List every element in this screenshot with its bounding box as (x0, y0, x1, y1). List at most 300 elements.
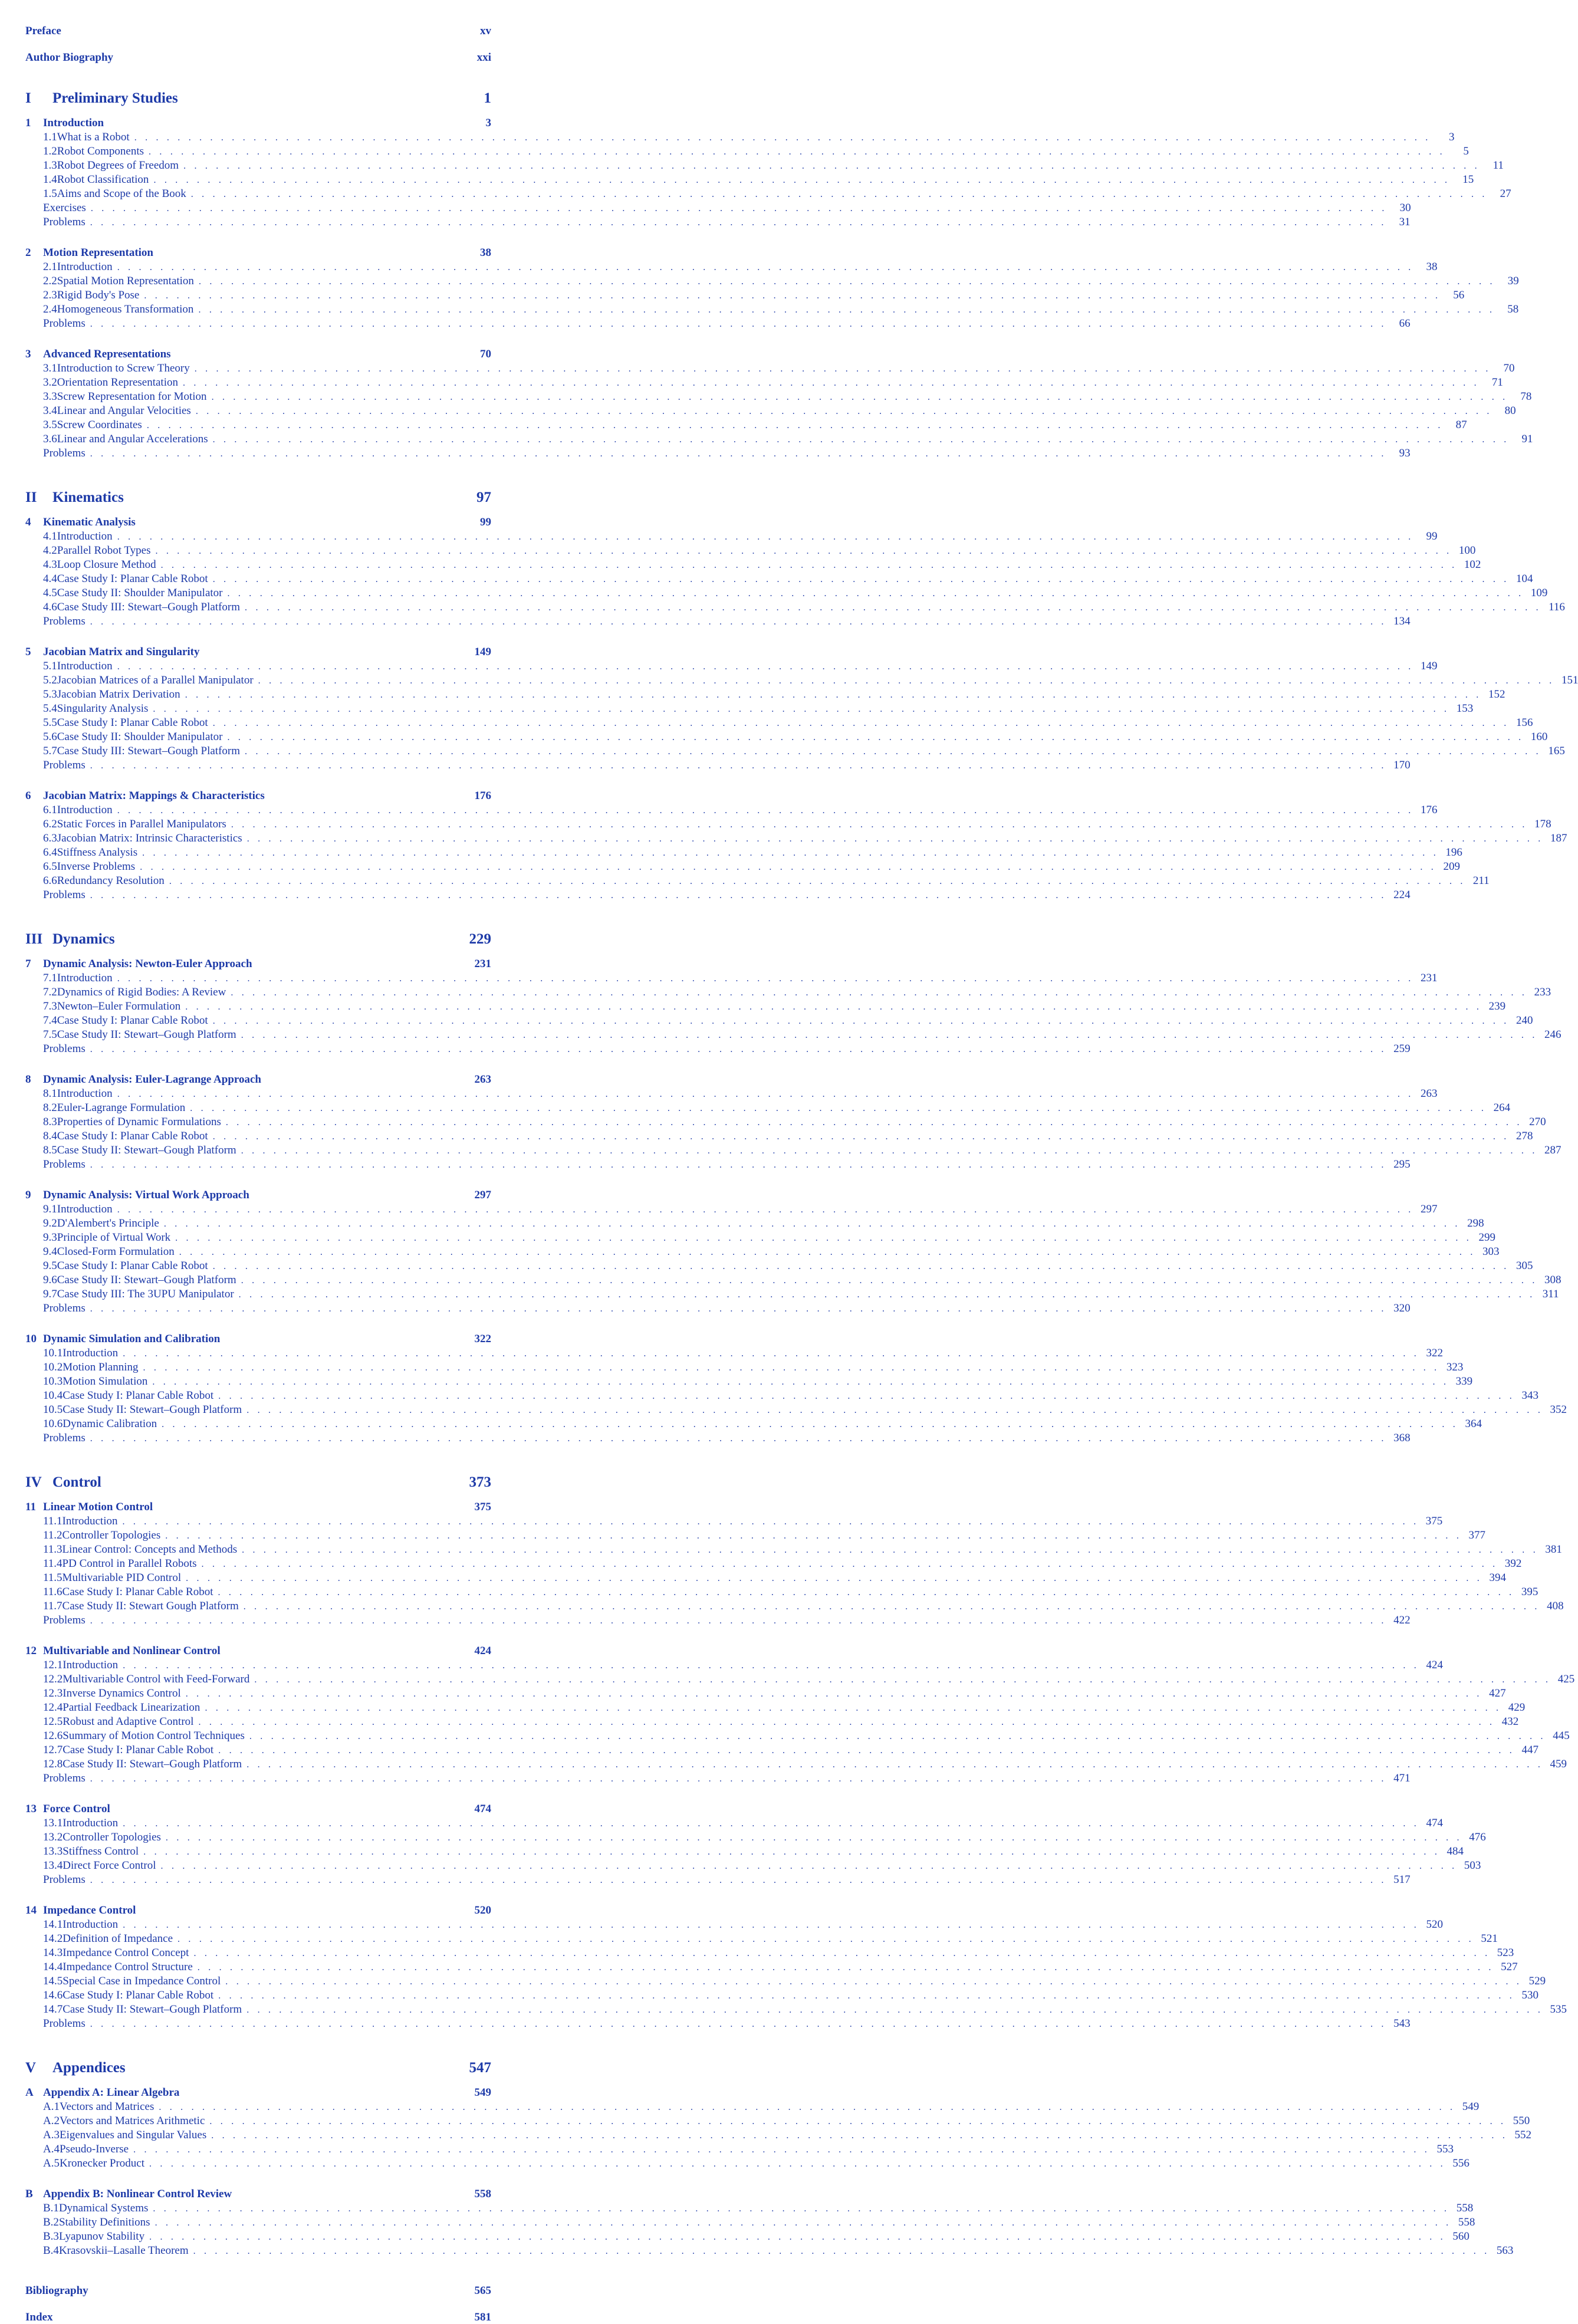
toc-chapter[interactable] (25, 1501, 491, 1514)
page-number: 224 (1393, 889, 1411, 901)
entry-number: 6.2 (43, 818, 57, 830)
toc-section[interactable] (25, 2157, 1469, 2170)
toc-section[interactable] (25, 1217, 1484, 1230)
page-number: 543 (1393, 2017, 1411, 2030)
page-number: 549 (474, 2086, 491, 2099)
page-number: 298 (1467, 1217, 1484, 1230)
toc-part[interactable] (25, 1474, 491, 1491)
page-number: 364 (1465, 1418, 1482, 1430)
toc-chapter[interactable] (25, 1189, 491, 1202)
entry-title: Principle of Virtual Work (57, 1231, 171, 1244)
entry-number: 11.6 (43, 1586, 63, 1598)
toc-section[interactable] (25, 660, 1438, 673)
dot-leader: . . . . . . . . . . . . . . . . . . . . . . . . . . . . . . . . . . . . . . . . . . . . . . . . . . . . . . . . . . . . . . . . . . . . . . . . . . . . . . . . . . . . . . . . . . . . . . . . . . . . . . . . . . . . . . . . . . . . . . . . (195, 406, 1492, 416)
entry-title: Linear and Angular Accelerations (57, 433, 208, 445)
toc-section[interactable] (25, 702, 1474, 715)
toc-section[interactable] (25, 2244, 1514, 2257)
toc-section[interactable] (25, 1014, 1533, 1027)
toc-section[interactable] (25, 1600, 1564, 1613)
page-number: 523 (1497, 1947, 1514, 1959)
dot-leader: . . . . . . . . . . . . . . . . . . . . . . . . . . . . . . . . . . . . . . . . . . . . . . . . . . . . . . . . . . . . . . . . . . . . . . . . . . . . . . . . . . . . . . . . . . . . . . . . . . . . . . . . . . . . . . . . . . . . . . . . (169, 876, 1466, 886)
dot-leader: . . . . . . . . . . . . . . . . . . . . . . . . . . . . . . . . . . . . . . . . . . . . . . . . . . . . . . . . . . . . . . . . . . . . . . . . . . . . . . . . . . . . . . . . . . . . . . . . . . . . . . . . . . . . . . . . . . . . . . . . (123, 1819, 1419, 1829)
page-number: 30 (1399, 202, 1411, 214)
toc-section[interactable] (25, 1557, 1522, 1570)
toc-section[interactable] (25, 1730, 1570, 1743)
toc-section[interactable] (25, 303, 1519, 316)
entry-number: 14.5 (43, 1975, 63, 1987)
toc-section[interactable] (25, 860, 1461, 873)
dot-leader: . . . . . . . . . . . . . . . . . . . . . . . . . . . . . . . . . . . . . . . . . . . . . . . . . . . . . . . . . . . . . . . . . . . . . . . . . . . . . . . . . . . . . . . . . . . . . . . . . . . . . . . . . . . . . . . . . . . . . . . . (90, 203, 1388, 213)
toc-chapter[interactable] (25, 1645, 491, 1658)
dot-leader: . . . . . . . . . . . . . . . . . . . . . . . . . . . . . . . . . . . . . . . . . . . . . . . . . . . . . . . . . . . . . . . . . . . . . . . . . . . . . . . . . . . . . . . . . . . . . . . . . . . . . . . . . . . . . . . . . . . . . . . . (212, 1132, 1510, 1142)
page-number: 520 (1426, 1918, 1443, 1931)
toc-chapter[interactable] (25, 516, 491, 529)
page-number: 87 (1455, 419, 1467, 431)
toc-section[interactable] (25, 275, 1519, 288)
page-number: 5 (1463, 145, 1469, 157)
toc-part[interactable] (25, 90, 491, 107)
page-number: 560 (1452, 2230, 1469, 2243)
toc-section[interactable] (25, 1203, 1438, 1216)
toc-end-matter[interactable] (25, 1772, 1411, 1785)
page-number: xv (480, 25, 491, 37)
toc-entry[interactable] (25, 25, 491, 38)
entry-number: 4.1 (43, 530, 57, 543)
dot-leader: . . . . . . . . . . . . . . . . . . . . . . . . . . . . . . . . . . . . . . . . . . . . . . . . . . . . . . . . . . . . . . . . . . . . . . . . . . . . . . . . . . . . . . . . . . . . . . . . . . . . . . . . . . . . . . . . . . . . . . . . (231, 820, 1528, 830)
entry-number: 14.7 (43, 2003, 63, 2016)
entry-number: 13.1 (43, 1817, 63, 1829)
page-number: 424 (1426, 1659, 1443, 1671)
dot-leader: . . . . . . . . . . . . . . . . . . . . . . . . . . . . . . . . . . . . . . . . . . . . . . . . . . . . . . . . . . . . . . . . . . . . . . . . . . . . . . . . . . . . . . . . . . . . . . . . . . . . . . . . . . . . . . . . . . . . . . . . (143, 1847, 1441, 1857)
toc-section[interactable] (25, 2129, 1532, 2142)
entry-number: 2.2 (43, 275, 57, 287)
toc-section[interactable] (25, 362, 1515, 375)
page-number: 38 (480, 246, 491, 259)
toc-section[interactable] (25, 1845, 1464, 1858)
entry-title: Case Study I: Planar Cable Robot (57, 1014, 208, 1027)
entry-title: Partial Feedback Linearization (63, 1701, 200, 1714)
entry-title: Dynamical Systems (58, 2202, 149, 2214)
entry-title: Case Study I: Planar Cable Robot (57, 716, 208, 729)
page-number: 66 (1399, 317, 1411, 330)
entry-title: Homogeneous Transformation (57, 303, 194, 315)
toc-section[interactable] (25, 1961, 1518, 1974)
dot-leader: . . . . . . . . . . . . . . . . . . . . . . . . . . . . . . . . . . . . . . . . . . . . . . . . . . . . . . . . . . . . . . . . . . . . . . . . . . . . . . . . . . . . . . . . . . . . . . . . . . . . . . . . . . . . . . . . . . . . . . . . (190, 189, 1488, 199)
page-number: 520 (474, 1904, 491, 1917)
entry-title: Inverse Problems (57, 860, 136, 873)
entry-title: Orientation Representation (57, 376, 178, 389)
toc-chapter[interactable] (25, 646, 491, 659)
toc-section[interactable] (25, 1130, 1533, 1143)
toc-section[interactable] (25, 2230, 1469, 2243)
dot-leader: . . . . . . . . . . . . . . . . . . . . . . . . . . . . . . . . . . . . . . . . . . . . . . . . . . . . . . . . . . . . . . . . . . . . . . . . . . . . . . . . . . . . . . . . . . . . . . . . . . . . . . . . . . . . . . . . . . . . . . . . (154, 2218, 1452, 2228)
entry-title: Introduction (63, 1659, 119, 1671)
page-number: 395 (1521, 1586, 1538, 1598)
toc-section[interactable] (25, 832, 1567, 845)
toc-section[interactable] (25, 1932, 1498, 1945)
toc-section[interactable] (25, 159, 1504, 172)
page-number: 459 (1550, 1758, 1567, 1770)
toc-end-matter[interactable] (25, 759, 1411, 772)
toc-section[interactable] (25, 1389, 1539, 1402)
toc-end-matter[interactable] (25, 1614, 1411, 1627)
dot-leader: . . . . . . . . . . . . . . . . . . . . . . . . . . . . . . . . . . . . . . . . . . . . . . . . . . . . . . . . . . . . . . . . . . . . . . . . . . . . . . . . . . . . . . . . . . . . . . . . . . . . . . . . . . . . . . . . . . . . . . . . (194, 364, 1491, 374)
toc-section[interactable] (25, 1102, 1511, 1115)
page-number: 1 (484, 90, 491, 106)
toc-chapter[interactable] (25, 1803, 491, 1816)
entry-number: 11.7 (43, 1600, 63, 1612)
toc-section[interactable] (25, 1245, 1500, 1258)
dot-leader: . . . . . . . . . . . . . . . . . . . . . . . . . . . . . . . . . . . . . . . . . . . . . . . . . . . . . . . . . . . . . . . . . . . . . . . . . . . . . . . . . . . . . . . . . . . . . . . . . . . . . . . . . . . . . . . . . . . . . . . . (90, 1304, 1387, 1314)
toc-section[interactable] (25, 1831, 1486, 1844)
dot-leader: . . . . . . . . . . . . . . . . . . . . . . . . . . . . . . . . . . . . . . . . . . . . . . . . . . . . . . . . . . . . . . . . . . . . . . . . . . . . . . . . . . . . . . . . . . . . . . . . . . . . . . . . . . . . . . . . . . . . . . . . (153, 704, 1450, 714)
entry-title: Author Biography (25, 51, 114, 64)
page-number: 156 (1516, 716, 1533, 729)
toc-entry[interactable] (25, 2311, 491, 2324)
toc-section[interactable] (25, 1543, 1562, 1556)
toc-section[interactable] (25, 1403, 1567, 1416)
dot-leader: . . . . . . . . . . . . . . . . . . . . . . . . . . . . . . . . . . . . . . . . . . . . . . . . . . . . . . . . . . . . . . . . . . . . . . . . . . . . . . . . . . . . . . . . . . . . . . . . . . . . . . . . . . . . . . . . . . . . . . . . (211, 2131, 1508, 2141)
toc-section[interactable] (25, 1361, 1464, 1374)
entry-number: 3.6 (43, 433, 57, 445)
entry-title: Redundancy Resolution (57, 875, 165, 887)
toc-section[interactable] (25, 289, 1465, 302)
toc-part[interactable] (25, 2060, 491, 2076)
toc-chapter[interactable] (25, 2188, 491, 2201)
toc-section[interactable] (25, 972, 1438, 985)
entry-number: 9.6 (43, 1274, 57, 1286)
entry-title: Multivariable PID Control (62, 1572, 182, 1584)
entry-title: Case Study II: Stewart–Gough Platform (63, 1758, 242, 1770)
dot-leader: . . . . . . . . . . . . . . . . . . . . . . . . . . . . . . . . . . . . . . . . . . . . . . . . . . . . . . . . . . . . . . . . . . . . . . . . . . . . . . . . . . . . . . . . . . . . . . . . . . . . . . . . . . . . . . . . . . . . . . . . (160, 560, 1458, 570)
dot-leader: . . . . . . . . . . . . . . . . . . . . . . . . . . . . . . . . . . . . . . . . . . . . . . . . . . . . . . . . . . . . . . . . . . . . . . . . . . . . . . . . . . . . . . . . . . . . . . . . . . . . . . . . . . . . . . . . . . . . . . . . (142, 848, 1439, 858)
entry-title: Preliminary Studies (52, 90, 178, 106)
entry-title: Exercises (43, 202, 86, 214)
dot-leader: . . . . . . . . . . . . . . . . . . . . . . . . . . . . . . . . . . . . . . . . . . . . . . . . . . . . . . . . . . . . . . . . . . . . . . . . . . . . . . . . . . . . . . . . . . . . . . . . . . . . . . . . . . . . . . . . . . . . . . . . (117, 806, 1414, 816)
dot-leader: . . . . . . . . . . . . . . . . . . . . . . . . . . . . . . . . . . . . . . . . . . . . . . . . . . . . . . . . . . . . . . . . . . . . . . . . . . . . . . . . . . . . . . . . . . . . . . . . . . . . . . . . . . . . . . . . . . . . . . . . (153, 2204, 1450, 2214)
entry-number: A.4 (43, 2143, 60, 2155)
entry-title: Singularity Analysis (57, 702, 149, 715)
toc-section[interactable] (25, 1347, 1443, 1360)
toc-section[interactable] (25, 1000, 1506, 1013)
entry-title: Introduction (63, 1918, 119, 1931)
toc-section[interactable] (25, 1859, 1481, 1872)
entry-title: Introduction (57, 261, 113, 273)
toc-section[interactable] (25, 390, 1532, 403)
toc-section[interactable] (25, 558, 1481, 571)
page-number: 176 (474, 790, 491, 802)
dot-leader: . . . . . . . . . . . . . . . . . . . . . . . . . . . . . . . . . . . . . . . . . . . . . . . . . . . . . . . . . . . . . . . . . . . . . . . . . . . . . . . . . . . . . . . . . . . . . . . . . . . . . . . . . . . . . . . . . . . . . . . . (245, 603, 1541, 613)
toc-chapter[interactable] (25, 958, 491, 971)
page-number: 263 (1421, 1087, 1438, 1100)
toc-section[interactable] (25, 1975, 1546, 1988)
toc-end-matter[interactable] (25, 317, 1411, 330)
page-number: 375 (1425, 1515, 1443, 1527)
toc-section[interactable] (25, 433, 1533, 446)
entry-title: Vectors and Matrices (59, 2101, 154, 2113)
dot-leader: . . . . . . . . . . . . . . . . . . . . . . . . . . . . . . . . . . . . . . . . . . . . . . . . . . . . . . . . . . . . . . . . . . . . . . . . . . . . . . . . . . . . . . . . . . . . . . . . . . . . . . . . . . . . . . . . . . . . . . . . (90, 1044, 1387, 1054)
toc-end-matter[interactable] (25, 1432, 1411, 1445)
toc-section[interactable] (25, 2101, 1480, 2113)
toc-section[interactable] (25, 1715, 1519, 1728)
toc-section[interactable] (25, 1529, 1486, 1542)
dot-leader: . . . . . . . . . . . . . . . . . . . . . . . . . . . . . . . . . . . . . . . . . . . . . . . . . . . . . . . . . . . . . . . . . . . . . . . . . . . . . . . . . . . . . . . . . . . . . . . . . . . . . . . . . . . . . . . . . . . . . . . . (160, 1861, 1458, 1871)
entry-title: Problems (43, 1043, 86, 1055)
entry-number: 9.7 (43, 1288, 57, 1300)
page-number: 231 (474, 958, 491, 970)
entry-number: 3.2 (43, 376, 57, 389)
toc-section[interactable] (25, 986, 1551, 999)
page-number: 264 (1493, 1102, 1511, 1114)
entry-number: 8.3 (43, 1116, 57, 1128)
entry-title: Multivariable and Nonlinear Control (43, 1645, 221, 1657)
toc-section[interactable] (25, 1918, 1443, 1931)
dot-leader: . . . . . . . . . . . . . . . . . . . . . . . . . . . . . . . . . . . . . . . . . . . . . . . . . . . . . . . . . . . . . . . . . . . . . . . . . . . . . . . . . . . . . . . . . . . . . . . . . . . . . . . . . . . . . . . . . . . . . . . . (186, 1573, 1482, 1583)
toc-section[interactable] (25, 1288, 1559, 1301)
entry-number: 12.4 (43, 1701, 63, 1714)
entry-title: Case Study II: Shoulder Manipulator (57, 587, 223, 599)
page-number: 552 (1514, 2129, 1532, 2141)
toc-end-matter[interactable] (25, 615, 1411, 628)
toc-section[interactable] (25, 2216, 1475, 2229)
toc-section[interactable] (25, 2115, 1530, 2128)
toc-section[interactable] (25, 145, 1469, 158)
entry-number: 4.5 (43, 587, 57, 599)
dot-leader: . . . . . . . . . . . . . . . . . . . . . . . . . . . . . . . . . . . . . . . . . . . . . . . . . . . . . . . . . . . . . . . . . . . . . . . . . . . . . . . . . . . . . . . . . . . . . . . . . . . . . . . . . . . . . . . . . . . . . . . . (198, 1717, 1495, 1727)
entry-number: 14 (25, 1904, 37, 1917)
toc-section[interactable] (25, 1659, 1443, 1672)
dot-leader: . . . . . . . . . . . . . . . . . . . . . . . . . . . . . . . . . . . . . . . . . . . . . . . . . . . . . . . . . . . . . . . . . . . . . . . . . . . . . . . . . . . . . . . . . . . . . . . . . . . . . . . . . . . . . . . . . . . . . . . . (227, 589, 1524, 599)
toc-end-matter[interactable] (25, 1302, 1411, 1315)
entry-title: Introduction to Screw Theory (57, 362, 190, 374)
toc-section[interactable] (25, 674, 1578, 687)
toc-section[interactable] (25, 1744, 1539, 1757)
toc-end-matter[interactable] (25, 1158, 1411, 1171)
page-number: 209 (1443, 860, 1461, 873)
page-number: 322 (1426, 1347, 1443, 1359)
toc-chapter[interactable] (25, 1333, 491, 1346)
toc-chapter[interactable] (25, 790, 491, 803)
entry-title: Control (52, 1474, 101, 1490)
entry-number: 9.5 (43, 1260, 57, 1272)
toc-section[interactable] (25, 1572, 1506, 1585)
dot-leader: . . . . . . . . . . . . . . . . . . . . . . . . . . . . . . . . . . . . . . . . . . . . . . . . . . . . . . . . . . . . . . . . . . . . . . . . . . . . . . . . . . . . . . . . . . . . . . . . . . . . . . . . . . . . . . . . . . . . . . . . (149, 2232, 1446, 2242)
toc-section[interactable] (25, 1116, 1546, 1129)
entry-title: Special Case in Impedance Control (63, 1975, 221, 1987)
page-number: 308 (1544, 1274, 1561, 1286)
dot-leader: . . . . . . . . . . . . . . . . . . . . . . . . . . . . . . . . . . . . . . . . . . . . . . . . . . . . . . . . . . . . . . . . . . . . . . . . . . . . . . . . . . . . . . . . . . . . . . . . . . . . . . . . . . . . . . . . . . . . . . . . (246, 2005, 1544, 2015)
dot-leader: . . . . . . . . . . . . . . . . . . . . . . . . . . . . . . . . . . . . . . . . . . . . . . . . . . . . . . . . . . . . . . . . . . . . . . . . . . . . . . . . . . . . . . . . . . . . . . . . . . . . . . . . . . . . . . . . . . . . . . . . (159, 2102, 1456, 2112)
entry-title: Case Study II: Stewart–Gough Platform (57, 1144, 236, 1156)
toc-section[interactable] (25, 2003, 1567, 2016)
toc-section[interactable] (25, 188, 1511, 200)
page-number: 240 (1516, 1014, 1533, 1027)
toc-section[interactable] (25, 846, 1462, 859)
toc-section[interactable] (25, 804, 1438, 817)
dot-leader: . . . . . . . . . . . . . . . . . . . . . . . . . . . . . . . . . . . . . . . . . . . . . . . . . . . . . . . . . . . . . . . . . . . . . . . . . . . . . . . . . . . . . . . . . . . . . . . . . . . . . . . . . . . . . . . . . . . . . . . . (225, 1977, 1523, 1987)
toc-end-matter[interactable] (25, 202, 1411, 215)
toc-part[interactable] (25, 931, 491, 948)
entry-number: A.5 (43, 2157, 60, 2169)
dot-leader: . . . . . . . . . . . . . . . . . . . . . . . . . . . . . . . . . . . . . . . . . . . . . . . . . . . . . . . . . . . . . . . . . . . . . . . . . . . . . . . . . . . . . . . . . . . . . . . . . . . . . . . . . . . . . . . . . . . . . . . . (209, 2116, 1507, 2126)
toc-section[interactable] (25, 376, 1503, 389)
toc-section[interactable] (25, 601, 1565, 614)
toc-section[interactable] (25, 1817, 1443, 1830)
toc-section[interactable] (25, 818, 1551, 831)
page-number: 322 (474, 1333, 491, 1345)
entry-title: Static Forces in Parallel Manipulators (57, 818, 226, 830)
toc-section[interactable] (25, 1418, 1482, 1431)
toc-section[interactable] (25, 173, 1474, 186)
toc-end-matter[interactable] (25, 216, 1411, 229)
entry-number: 14.2 (43, 1932, 63, 1945)
toc-end-matter[interactable] (25, 1043, 1411, 1056)
entry-title: Problems (43, 1772, 86, 1784)
dot-leader: . . . . . . . . . . . . . . . . . . . . . . . . . . . . . . . . . . . . . . . . . . . . . . . . . . . . . . . . . . . . . . . . . . . . . . . . . . . . . . . . . . . . . . . . . . . . . . . . . . . . . . . . . . . . . . . . . . . . . . . . (162, 1419, 1458, 1429)
toc-end-matter[interactable] (25, 889, 1411, 902)
entry-title: Problems (43, 1158, 86, 1171)
toc-section[interactable] (25, 544, 1476, 557)
entry-number: 14.1 (43, 1918, 63, 1931)
toc-end-matter[interactable] (25, 2017, 1411, 2030)
entry-number: 5.6 (43, 731, 57, 743)
toc-section[interactable] (25, 2202, 1474, 2215)
dot-leader: . . . . . . . . . . . . . . . . . . . . . . . . . . . . . . . . . . . . . . . . . . . . . . . . . . . . . . . . . . . . . . . . . . . . . . . . . . . . . . . . . . . . . . . . . . . . . . . . . . . . . . . . . . . . . . . . . . . . . . . . (198, 277, 1495, 287)
dot-leader: . . . . . . . . . . . . . . . . . . . . . . . . . . . . . . . . . . . . . . . . . . . . . . . . . . . . . . . . . . . . . . . . . . . . . . . . . . . . . . . . . . . . . . . . . . . . . . . . . . . . . . . . . . . . . . . . . . . . . . . . (246, 1405, 1544, 1415)
toc-section[interactable] (25, 573, 1533, 586)
dot-leader: . . . . . . . . . . . . . . . . . . . . . . . . . . . . . . . . . . . . . . . . . . . . . . . . . . . . . . . . . . . . . . . . . . . . . . . . . . . . . . . . . . . . . . . . . . . . . . . . . . . . . . . . . . . . . . . . . . . . . . . . (123, 1349, 1419, 1359)
dot-leader: . . . . . . . . . . . . . . . . . . . . . . . . . . . . . . . . . . . . . . . . . . . . . . . . . . . . . . . . . . . . . . . . . . . . . . . . . . . . . . . . . . . . . . . . . . . . . . . . . . . . . . . . . . . . . . . . . . . . . . . . (212, 435, 1510, 445)
toc-section[interactable] (25, 1028, 1561, 1041)
page-number: 297 (474, 1189, 491, 1201)
dot-leader: . . . . . . . . . . . . . . . . . . . . . . . . . . . . . . . . . . . . . . . . . . . . . . . . . . . . . . . . . . . . . . . . . . . . . . . . . . . . . . . . . . . . . . . . . . . . . . . . . . . . . . . . . . . . . . . . . . . . . . . . (258, 676, 1555, 686)
toc-part[interactable] (25, 489, 491, 506)
entry-title: Case Study II: Shoulder Manipulator (57, 731, 223, 743)
toc-section[interactable] (25, 2143, 1454, 2156)
dot-leader: . . . . . . . . . . . . . . . . . . . . . . . . . . . . . . . . . . . . . . . . . . . . . . . . . . . . . . . . . . . . . . . . . . . . . . . . . . . . . . . . . . . . . . . . . . . . . . . . . . . . . . . . . . . . . . . . . . . . . . . . (146, 420, 1444, 430)
dot-leader: . . . . . . . . . . . . . . . . . . . . . . . . . . . . . . . . . . . . . . . . . . . . . . . . . . . . . . . . . . . . . . . . . . . . . . . . . . . . . . . . . . . . . . . . . . . . . . . . . . . . . . . . . . . . . . . . . . . . . . . . (90, 890, 1387, 900)
toc-section[interactable] (25, 1515, 1443, 1528)
toc-section[interactable] (25, 1231, 1495, 1244)
page-number: 11 (1492, 159, 1504, 172)
page-number: 297 (1421, 1203, 1438, 1215)
entry-title: Properties of Dynamic Formulations (57, 1116, 221, 1128)
toc-section[interactable] (25, 1586, 1538, 1599)
toc-section[interactable] (25, 716, 1533, 729)
toc-section[interactable] (25, 1701, 1526, 1714)
toc-chapter[interactable] (25, 246, 491, 259)
page-number: 170 (1393, 759, 1411, 771)
toc-section[interactable] (25, 1989, 1539, 2002)
toc-section[interactable] (25, 1673, 1575, 1686)
entry-number: 12.8 (43, 1758, 63, 1770)
entry-title: Rigid Body's Pose (57, 289, 140, 301)
toc-entry[interactable] (25, 51, 491, 64)
toc-section[interactable] (25, 1144, 1561, 1157)
toc-section[interactable] (25, 587, 1548, 600)
entry-number: 11.3 (43, 1543, 63, 1556)
toc-chapter[interactable] (25, 1904, 491, 1917)
entry-number: 14.4 (43, 1961, 63, 1973)
entry-number: 13.2 (43, 1831, 63, 1843)
page-number: 178 (1534, 818, 1551, 830)
toc-section[interactable] (25, 875, 1490, 887)
entry-title: Introduction (63, 1817, 119, 1829)
dot-leader: . . . . . . . . . . . . . . . . . . . . . . . . . . . . . . . . . . . . . . . . . . . . . . . . . . . . . . . . . . . . . . . . . . . . . . . . . . . . . . . . . . . . . . . . . . . . . . . . . . . . . . . . . . . . . . . . . . . . . . . . (246, 834, 1544, 844)
dot-leader: . . . . . . . . . . . . . . . . . . . . . . . . . . . . . . . . . . . . . . . . . . . . . . . . . . . . . . . . . . . . . . . . . . . . . . . . . . . . . . . . . . . . . . . . . . . . . . . . . . . . . . . . . . . . . . . . . . . . . . . . (90, 2019, 1387, 2029)
toc-section[interactable] (25, 1087, 1438, 1100)
entry-number: A.3 (43, 2129, 60, 2141)
entry-number: II (25, 489, 37, 505)
entry-number: 5.5 (43, 716, 57, 729)
entry-number: 10.1 (43, 1347, 63, 1359)
toc-section[interactable] (25, 1758, 1567, 1771)
dot-leader: . . . . . . . . . . . . . . . . . . . . . . . . . . . . . . . . . . . . . . . . . . . . . . . . . . . . . . . . . . . . . . . . . . . . . . . . . . . . . . . . . . . . . . . . . . . . . . . . . . . . . . . . . . . . . . . . . . . . . . . . (175, 1233, 1472, 1243)
toc-chapter[interactable] (25, 1073, 491, 1086)
toc-section[interactable] (25, 1687, 1506, 1700)
entry-number: 5.2 (43, 674, 57, 686)
toc-end-matter[interactable] (25, 447, 1411, 460)
dot-leader: . . . . . . . . . . . . . . . . . . . . . . . . . . . . . . . . . . . . . . . . . . . . . . . . . . . . . . . . . . . . . . . . . . . . . . . . . . . . . . . . . . . . . . . . . . . . . . . . . . . . . . . . . . . . . . . . . . . . . . . . (90, 1434, 1387, 1444)
toc-section[interactable] (25, 745, 1565, 758)
entry-title: Problems (43, 889, 86, 901)
entry-title: Problems (43, 615, 86, 627)
dot-leader: . . . . . . . . . . . . . . . . . . . . . . . . . . . . . . . . . . . . . . . . . . . . . . . . . . . . . . . . . . . . . . . . . . . . . . . . . . . . . . . . . . . . . . . . . . . . . . . . . . . . . . . . . . . . . . . . . . . . . . . . (143, 1363, 1440, 1373)
page-number: 484 (1446, 1845, 1464, 1858)
entry-title: Robust and Adaptive Control (63, 1715, 194, 1728)
entry-number: 6 (25, 790, 31, 802)
toc-chapter[interactable] (25, 117, 491, 130)
toc-section[interactable] (25, 1274, 1561, 1287)
toc-section[interactable] (25, 419, 1467, 432)
toc-chapter[interactable] (25, 2086, 491, 2099)
toc-section[interactable] (25, 1947, 1514, 1960)
dot-leader: . . . . . . . . . . . . . . . . . . . . . . . . . . . . . . . . . . . . . . . . . . . . . . . . . . . . . . . . . . . . . . . . . . . . . . . . . . . . . . . . . . . . . . . . . . . . . . . . . . . . . . . . . . . . . . . . . . . . . . . . (243, 1602, 1540, 1612)
entry-number: B.3 (43, 2230, 59, 2243)
toc-section[interactable] (25, 131, 1455, 144)
page-number: 558 (474, 2188, 491, 2200)
dot-leader: . . . . . . . . . . . . . . . . . . . . . . . . . . . . . . . . . . . . . . . . . . . . . . . . . . . . . . . . . . . . . . . . . . . . . . . . . . . . . . . . . . . . . . . . . . . . . . . . . . . . . . . . . . . . . . . . . . . . . . . . (90, 1875, 1387, 1885)
dot-leader: . . . . . . . . . . . . . . . . . . . . . . . . . . . . . . . . . . . . . . . . . . . . . . . . . . . . . . . . . . . . . . . . . . . . . . . . . . . . . . . . . . . . . . . . . . . . . . . . . . . . . . . . . . . . . . . . . . . . . . . . (117, 974, 1414, 984)
toc-chapter[interactable] (25, 348, 491, 361)
toc-end-matter[interactable] (25, 1873, 1411, 1886)
entry-number: 1.3 (43, 159, 57, 172)
entry-number: 4.4 (43, 573, 57, 585)
entry-title: Introduction (57, 972, 113, 984)
entry-number: 3.3 (43, 390, 57, 403)
page-number: 323 (1446, 1361, 1464, 1373)
entry-title: Dynamic Analysis: Newton-Euler Approach (43, 958, 252, 970)
entry-number: 14.6 (43, 1989, 63, 2001)
toc-section[interactable] (25, 731, 1548, 744)
entry-title: Impedance Control Concept (63, 1947, 189, 1959)
toc-section[interactable] (25, 1375, 1473, 1388)
toc-section[interactable] (25, 688, 1505, 701)
page-number: 474 (474, 1803, 491, 1815)
page-number: 116 (1549, 601, 1565, 613)
entry-number: 7.1 (43, 972, 57, 984)
toc-section[interactable] (25, 1260, 1533, 1273)
entry-title: Introduction (62, 1515, 118, 1527)
entry-title: Appendix A: Linear Algebra (43, 2086, 180, 2099)
toc-section[interactable] (25, 405, 1516, 418)
dot-leader: . . . . . . . . . . . . . . . . . . . . . . . . . . . . . . . . . . . . . . . . . . . . . . . . . . . . . . . . . . . . . . . . . . . . . . . . . . . . . . . . . . . . . . . . . . . . . . . . . . . . . . . . . . . . . . . . . . . . . . . . (153, 175, 1451, 185)
toc-section[interactable] (25, 261, 1438, 274)
toc-section[interactable] (25, 530, 1438, 543)
page-number: 343 (1521, 1389, 1539, 1402)
dot-leader: . . . . . . . . . . . . . . . . . . . . . . . . . . . . . . . . . . . . . . . . . . . . . . . . . . . . . . . . . . . . . . . . . . . . . . . . . . . . . . . . . . . . . . . . . . . . . . . . . . . . . . . . . . . . . . . . . . . . . . . . (117, 662, 1414, 672)
toc-entry[interactable] (25, 2284, 491, 2297)
